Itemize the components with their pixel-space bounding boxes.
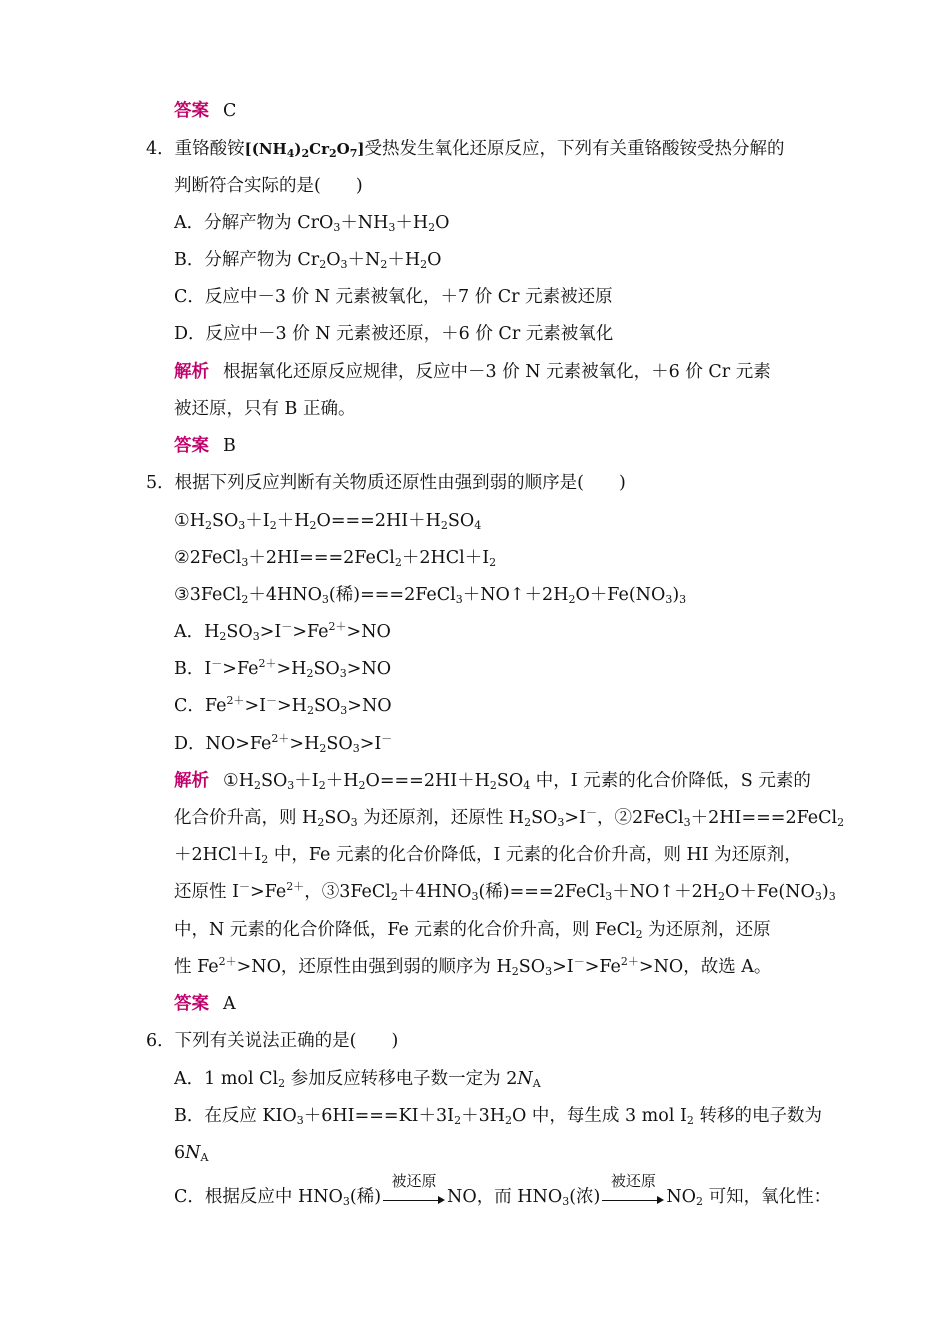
answer-label: 答案 <box>174 994 209 1014</box>
reaction-arrow <box>383 1171 445 1205</box>
q6-number: 6． <box>146 1031 175 1051</box>
answer-label: 答案 <box>174 436 209 456</box>
q4-analysis-text1: 根据氧化还原反应规律，反应中－3 价 N 元素被氧化，＋6 价 Cr 元素 <box>223 362 771 382</box>
q4-analysis-line1 <box>174 360 771 384</box>
q5-analysis-line5: 中，N 元素的化合价降低，Fe 元素的化合价升高，则 FeCl$_2$ 为还原剂，还原 <box>174 920 771 941</box>
q5-stem-text: 根据下列反应判断有关物质还原性由强到弱的顺序是( ) <box>174 473 626 493</box>
q5-analysis-line2: 化合价升高，则 $H_2SO_3$ 为还原剂，还原性 $H_2SO_3>I^-$，②2FeCl$_3$＋2HI===2FeCl$_2$ <box>174 806 845 829</box>
arrow-label: 被还原 <box>610 1171 656 1190</box>
q4-stem-line1: 4．重铬酸铵$[(NH_4)_2Cr_2O_7]$受热发生氧化还原反应，下列有关重铬酸铵受热分解的 <box>146 139 785 160</box>
q5-reaction-1: $①H_2SO_3+I_2+H_2O===2HI+H_2SO_4$ <box>174 511 482 532</box>
analysis-label: 解析 <box>174 362 209 382</box>
q6-option-a: A．1 mol $Cl_2$ 参加反应转移电子数一定为 $2N_A$ <box>174 1069 541 1090</box>
q5-reaction-2: $②2FeCl_3+2HI===2FeCl_2+2HCl+I_2$ <box>174 548 497 569</box>
q5-analysis-line3: $+2HCl+I_2$ 中，Fe 元素的化合价降低，I 元素的化合价升高，则 HI 为还原剂， <box>174 845 802 866</box>
q3-answer-line <box>174 99 236 123</box>
q5-reaction-3: $③3FeCl_2+4HNO_3$(稀)$===2FeCl_3+NO↑+2H_2O+Fe(NO_3)_3$ <box>174 585 687 606</box>
q4-number: 4． <box>146 139 175 159</box>
q4-option-c: C．反应中－3 价 N 元素被氧化，＋7 价 Cr 元素被还原 <box>174 287 613 307</box>
q4-answer-line <box>174 434 236 458</box>
q4-option-b: B．分解产物为 $Cr_2O_3+N_2+H_2O$ <box>174 250 442 271</box>
arrow-label: 被还原 <box>391 1171 437 1190</box>
q5-option-d: D．$NO>Fe^{2+}>H_2SO_3>I^-$ <box>174 732 393 755</box>
q5-analysis-line6: 性 $Fe^{2+}>NO$，还原性由强到弱的顺序为 $H_2SO_3>I^->Fe^{2+}>NO$，故选 A。 <box>174 955 772 978</box>
q4-option-a: A．分解产物为 $CrO_3+NH_3+H_2O$ <box>174 213 450 234</box>
q6-option-c: C．根据反应中 $HNO_3$(稀) 被还原 NO，而 $HNO_3$(浓) 被还原 $NO_2$ 可知，氧化性： <box>174 1171 832 1208</box>
answer-label: 答案 <box>174 101 209 121</box>
q6-stem <box>146 1029 398 1053</box>
q4-option-d: D．反应中－3 价 N 元素被还原，＋6 价 Cr 元素被氧化 <box>174 324 614 344</box>
q5-analysis-line1: 解析 $①H_2SO_3+I_2+H_2O===2HI+H_2SO_4$ 中，I 元素的化合价降低，S 元素的 <box>174 771 811 792</box>
q5-answer-line <box>174 992 236 1016</box>
q4-answer: B <box>223 436 236 456</box>
analysis-label: 解析 <box>174 771 209 791</box>
reaction-arrow <box>602 1171 664 1205</box>
q5-stem <box>146 471 626 495</box>
q4-stem-line2: 判断符合实际的是( ) <box>174 176 363 196</box>
q3-answer: C <box>223 101 237 121</box>
q5-option-a: A．$H_2SO_3>I^->Fe^{2+}>NO$ <box>174 620 391 643</box>
q6-option-b-line1: B．在反应 $KIO_3+6HI===KI+3I_2+3H_2O$ 中，每生成 3 mol $I_2$ 转移的电子数为 <box>174 1106 822 1127</box>
q4-analysis-line2: 被还原，只有 B 正确。 <box>174 399 356 419</box>
q5-number: 5． <box>146 473 175 493</box>
q6-stem-text: 下列有关说法正确的是( ) <box>174 1031 399 1051</box>
q5-option-c: C．$Fe^{2+}>I^->H_2SO_3>NO$ <box>174 694 392 717</box>
q5-analysis-line4: 还原性 $I^->Fe^{2+}$，$③3FeCl_2+4HNO_3$(稀)$===2FeCl_3+NO↑+2H_2O+Fe(NO_3)_3$ <box>174 880 836 903</box>
q5-option-b: B．$I^->Fe^{2+}>H_2SO_3>NO$ <box>174 657 392 680</box>
q6-option-b-line2: $6N_A$ <box>174 1143 209 1164</box>
q5-answer: A <box>223 994 236 1014</box>
